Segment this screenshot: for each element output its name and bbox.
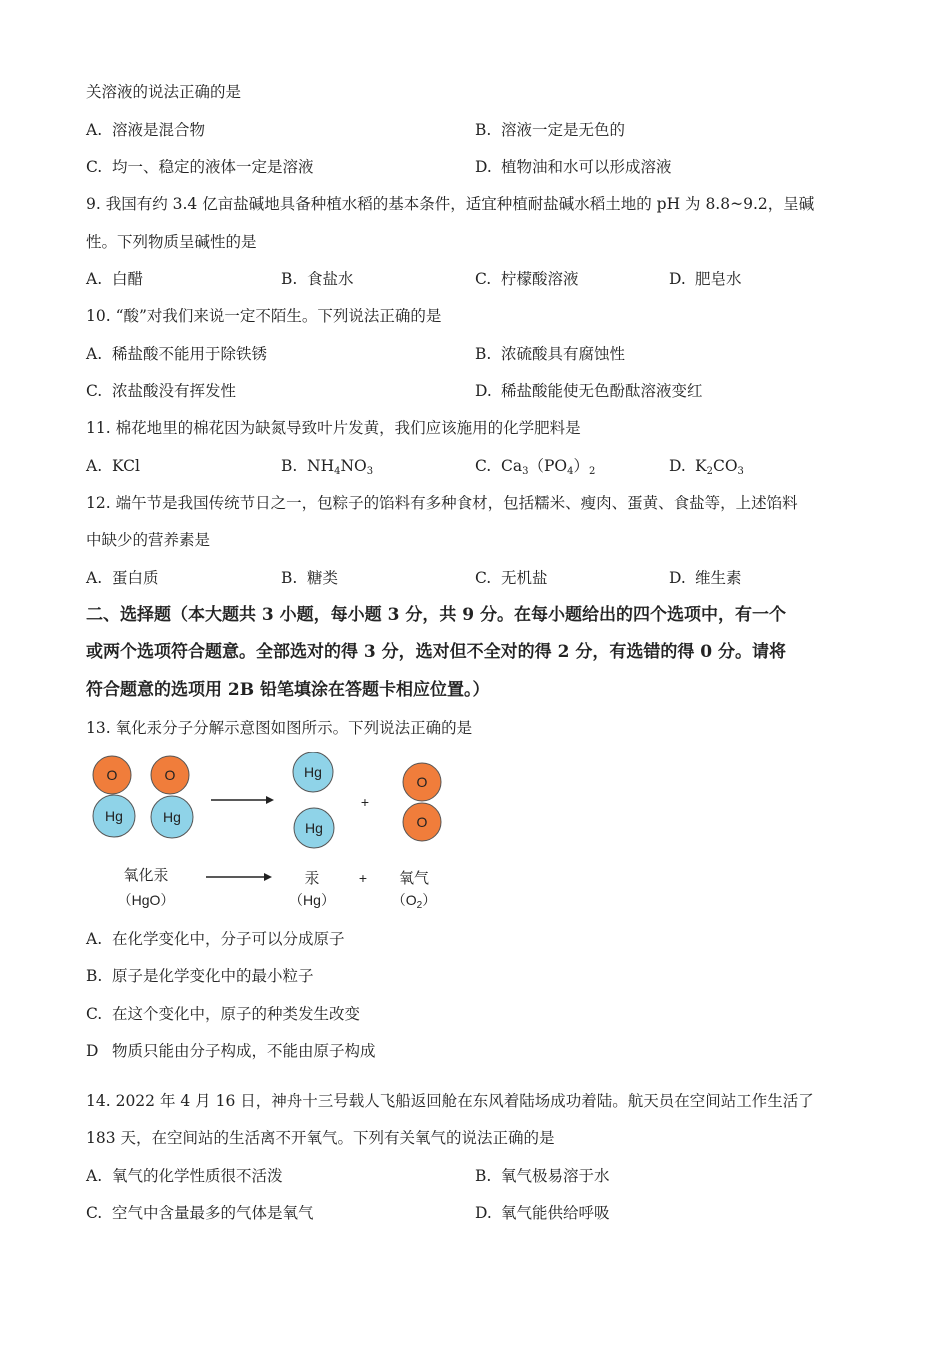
q13-option-c: C. 在这个变化中，原子的种类发生改变 [86,1005,361,1023]
mercury-atom-label: Hg [105,808,123,824]
q13-option-d: D 物质只能由分子构成，不能由原子构成 [86,1042,376,1060]
q9-option-c: C. 柠檬酸溶液 [475,270,579,288]
q13-option-a: A. 在化学变化中，分子可以分成原子 [86,930,345,948]
q12-option-a: A. 蛋白质 [86,569,159,587]
q14-option-a: A. 氧气的化学性质很不活泼 [86,1167,283,1185]
q11-option-b: B. $NH_4NO_3$ [281,457,374,477]
q11-option-d: D. $K_2CO_3$ [669,457,744,477]
mercury-atom-label: Hg [304,764,322,780]
question-8-stem: 关溶液的说法正确的是 [86,83,242,101]
q11-option-a: A. KCl [86,457,140,475]
q10-option-b: B. 浓硫酸具有腐蚀性 [475,345,626,363]
q13-option-b: B. 原子是化学变化中的最小粒子 [86,967,314,985]
q8-option-b: B. 溶液一定是无色的 [475,121,626,139]
oxygen-atom-label: O [416,774,428,790]
question-9-stem: 9. 我国有约 3.4 亿亩盐碱地具备种植水稻的基本条件，适宜种植耐盐碱水稻土地的 pH 为 8.8~9.2，呈碱 [86,195,815,213]
q12-option-c: C. 无机盐 [475,569,548,587]
product-2-name: 氧气 [398,870,430,887]
plus-sign: + [358,870,368,886]
q9-option-b: B. 食盐水 [281,270,354,288]
mercury-atom-label: Hg [163,809,181,825]
q14-option-b: B. 氧气极易溶于水 [475,1167,610,1185]
oxygen-atom-label: O [416,814,428,830]
q10-option-a: A. 稀盐酸不能用于除铁锈 [86,345,268,363]
mercury-oxide-decomposition-diagram [86,752,446,917]
q8-option-d: D. 植物油和水可以形成溶液 [475,158,672,176]
product-1-formula: （Hg） [289,892,335,908]
question-10-stem: 10. “酸”对我们来说一定不陌生。下列说法正确的是 [86,307,442,325]
reactant-formula: （HgO） [117,892,175,908]
reactant-name: 氧化汞 [123,867,169,884]
q14-option-c: C. 空气中含量最多的气体是氧气 [86,1204,314,1222]
section-2-heading-cont-1: 或两个选项符合题意。全部选对的得 3 分，选对但不全对的得 2 分，有选错的得 0 分。请将 [86,642,786,662]
question-13-stem: 13. 氧化汞分子分解示意图如图所示。下列说法正确的是 [86,719,473,737]
plus-sign: + [360,794,370,810]
oxygen-atom-label: O [106,767,118,783]
q8-option-c: C. 均一、稳定的液体一定是溶液 [86,158,314,176]
question-9-stem-cont: 性。下列物质呈碱性的是 [86,233,257,251]
question-12-stem: 12. 端午节是我国传统节日之一，包粽子的馅料有多种食材，包括糯米、瘦肉、蛋黄、食盐等，上述馅料 [86,494,798,512]
q10-option-d: D. 稀盐酸能使无色酚酞溶液变红 [475,382,703,400]
reaction-arrow [211,796,274,804]
product-1-name: 汞 [304,870,320,887]
product-2-formula: $(O_2)$ [391,892,437,911]
word-equation-arrow [206,873,272,881]
question-14-stem-cont: 183 天，在空间站的生活离不开氧气。下列有关氧气的说法正确的是 [86,1129,555,1147]
mercury-atom-label: Hg [305,820,323,836]
q10-option-c: C. 浓盐酸没有挥发性 [86,382,237,400]
q11-option-c: C. $Ca_3(PO_4)_2$ [475,457,596,477]
section-2-heading: 二、选择题（本大题共 3 小题，每小题 3 分，共 9 分。在每小题给出的四个选项中，有一个 [86,605,786,625]
question-14-stem: 14. 2022 年 4 月 16 日，神舟十三号载人飞船返回舱在东风着陆场成功着陆。航天员在空间站工作生活了 [86,1092,814,1110]
section-2-heading-cont-2: 符合题意的选项用 2B 铅笔填涂在答题卡相应位置。） [86,680,490,700]
q8-option-a: A. 溶液是混合物 [86,121,206,139]
q12-option-b: B. 糖类 [281,569,339,587]
q14-option-d: D. 氧气能供给呼吸 [475,1204,610,1222]
question-12-stem-cont: 中缺少的营养素是 [86,531,211,549]
question-11-stem: 11. 棉花地里的棉花因为缺氮导致叶片发黄，我们应该施用的化学肥料是 [86,419,581,437]
q9-option-a: A. 白醋 [86,270,144,288]
q9-option-d: D. 肥皂水 [669,270,742,288]
q12-option-d: D. 维生素 [669,569,742,587]
oxygen-atom-label: O [164,767,176,783]
